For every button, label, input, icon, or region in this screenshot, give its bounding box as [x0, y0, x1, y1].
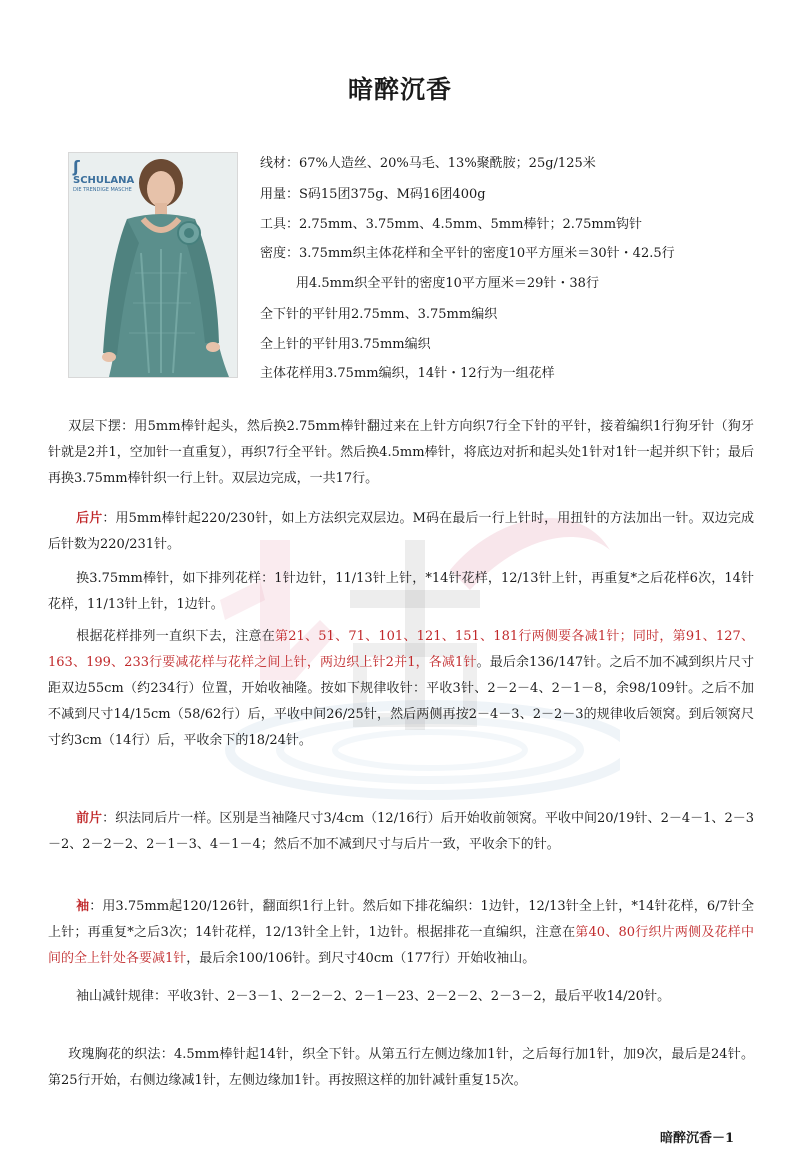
- spec-gauge: 密度：3.75mm织主体花样和全平针的密度10平方厘米＝30针・42.5行: [260, 246, 675, 261]
- section-hem: [48, 414, 754, 492]
- section-back-p1: [48, 506, 754, 558]
- back-text-3a: 根据花样排列一直织下去，注意在: [76, 629, 275, 644]
- schulana-logo-icon: ʃ: [73, 157, 80, 176]
- spec-main-pattern: 主体花样用3.75mm编织，14针・12行为一组花样: [260, 366, 555, 381]
- section-front: [48, 806, 754, 858]
- spec-knit-stitch: 全下针的平针用2.75mm、3.75mm编织: [260, 307, 498, 322]
- spec-purl-stitch: 全上针的平针用3.75mm编织: [260, 337, 431, 352]
- sleeve-text-1a: ：用3.75mm起120/126针，翻面织1行上针。然后如下排花编织：1边针，12/13针全上针，*14针花样，6/7针全上针；再重复*之后3次；14针花样，12/13针全上针，1边针。根据排花一直编织，注意在: [48, 899, 754, 940]
- sleeve-label: 袖: [76, 899, 90, 914]
- front-label: 前片: [76, 811, 103, 826]
- page-footer: 暗醉沉香－1: [660, 1131, 735, 1146]
- section-back-p2: [48, 566, 754, 618]
- spec-yarn: 线材：67%人造丝、20%马毛、13%聚酰胺；25g/125米: [260, 156, 596, 171]
- hem-text: 双层下摆：用5mm棒针起头，然后换2.75mm棒针翻过来在上针方向织7行全下针的平针，接着编织1行狗牙针（狗牙针就是2并1，空加针一直重复），再织7行全平针。然后换4.5mm棒针，将底边对折和起头处1针对1针一起并织下针；最后再换3.75mm棒针织一行上针。双层边完成，一共17行。: [48, 419, 754, 486]
- back-text-2: 换3.75mm棒针，如下排列花样：1针边针，11/13针上针，*14针花样，12/13针上针，再重复*之后花样6次，14针花样，11/13针上针，1边针。: [48, 571, 754, 612]
- back-label: 后片: [76, 511, 103, 526]
- magazine-cover-image: [68, 152, 238, 378]
- cover-subtitle: DIE TRENDIGE MASCHE: [73, 187, 132, 193]
- back-text-3b: 。最后余136/147针。之后不加不减到织片尺寸距双边55cm（约234行）位置，开始收袖隆。按如下规律收针：平收3针、2－2－4、2－1－8，余98/109针。之后不加不减到尺寸14/15cm（58/62行）后，平收中间26/25针，然后两侧再按2－4－3、2－2－3的规律收后领窝。到后领窝尺寸约3cm（14行）后，平收余下的18/24针。: [48, 655, 754, 748]
- section-sleeve-p1: [48, 894, 754, 972]
- spec-amount: 用量：S码15团375g、M码16团400g: [260, 187, 486, 202]
- sleeve-text-2: 袖山减针规律：平收3针、2－3－1、2－2－2、2－1－23、2－2－2、2－3－2，最后平收14/20针。: [76, 989, 671, 1004]
- section-back-p3: [48, 624, 754, 754]
- sleeve-text-1b: ，最后余100/106针。到尺寸40cm（177行）开始收袖山。: [186, 951, 536, 966]
- front-text: ：织法同后片一样。区别是当袖隆尺寸3/4cm（12/16行）后开始收前领窝。平收中间20/19针、2－4－1、2－3－2、2－2－2、2－1－3、4－1－4；然后不加不减到尺寸与后片一致，平收余下的针。: [48, 811, 754, 852]
- spec-gauge-2: 用4.5mm织全平针的密度10平方厘米＝29针・38行: [296, 276, 599, 291]
- page-title: 暗醉沉香: [347, 75, 452, 104]
- spec-tools: 工具：2.75mm、3.75mm、4.5mm、5mm棒针；2.75mm钩针: [260, 217, 643, 232]
- sleeve-text-1-highlight: 第40、80行织片两侧及花样中间的全上针处各要减1针: [48, 925, 754, 966]
- rose-text: 玫瑰胸花的织法：4.5mm棒针起14针，织全下针。从第五行左侧边缘加1针，之后每行加1针，加9次，最后是24针。第25行开始，右侧边缘减1针，左侧边缘加1针。再按照这样的加针减针重复15次。: [48, 1047, 754, 1088]
- section-sleeve-p2: [48, 984, 754, 1010]
- section-rose: [48, 1042, 754, 1094]
- back-text-1: ：用5mm棒针起220/230针，如上方法织完双层边。M码在最后一行上针时，用扭针的方法加出一针。双边完成后针数为220/231针。: [48, 511, 754, 552]
- cover-logo-text: SCHULANA: [73, 175, 135, 186]
- back-text-3-highlight: 第21、51、71、101、121、151、181行两侧要各减1针；同时，第91、127、163、199、233行要减花样与花样之间上针，两边织上针2并1，各减1针: [48, 629, 754, 670]
